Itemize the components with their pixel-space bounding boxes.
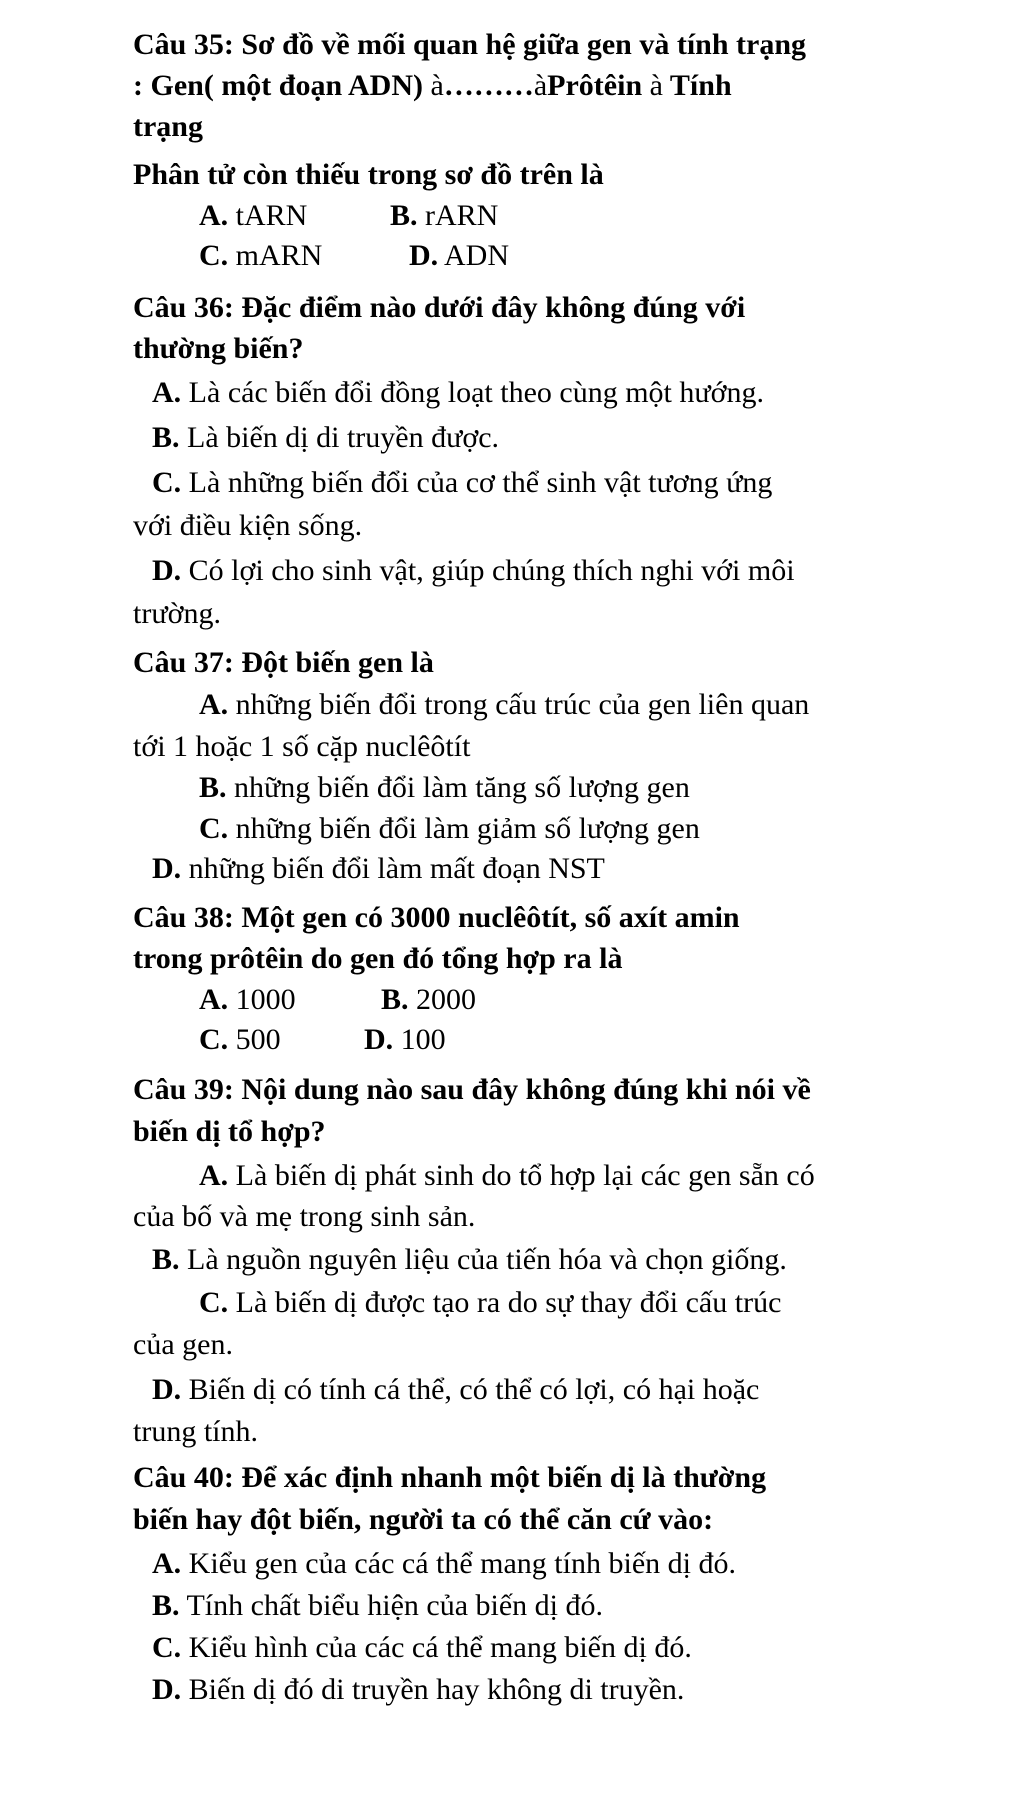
q35-option-d-label: D. bbox=[409, 239, 439, 272]
q40-option-a-label: A. bbox=[152, 1547, 182, 1580]
q35-blank: ……… bbox=[443, 69, 534, 102]
q38-option-b bbox=[381, 982, 476, 1018]
q40-option-a bbox=[152, 1546, 736, 1582]
q35-option-a-text: tARN bbox=[228, 199, 308, 232]
q38-option-b-label: B. bbox=[381, 983, 409, 1016]
q39-option-c-label: C. bbox=[199, 1286, 229, 1319]
q39-option-d-label: D. bbox=[152, 1373, 182, 1406]
q37-option-d-label: D. bbox=[152, 852, 182, 885]
q37-title: Câu 37: Đột biến gen là bbox=[133, 646, 434, 679]
q39-option-c-line2: của gen. bbox=[133, 1328, 233, 1361]
q38-option-a bbox=[199, 982, 296, 1018]
q36-option-b bbox=[152, 420, 499, 456]
q39-option-d-line2: trung tính. bbox=[133, 1415, 258, 1448]
q40-option-d bbox=[152, 1672, 684, 1708]
q39-option-a-line2: của bố và mẹ trong sinh sản. bbox=[133, 1200, 476, 1233]
q39-title-line1: Câu 39: Nội dung nào sau đây không đúng khi nói về bbox=[133, 1073, 811, 1106]
q36-option-a-label: A. bbox=[152, 376, 182, 409]
q38-option-c-text: 500 bbox=[228, 1023, 281, 1056]
q36-option-d-text-1: Có lợi cho sinh vật, giúp chúng thích nghi với môi bbox=[181, 554, 795, 587]
q38-option-d-label: D. bbox=[364, 1023, 394, 1056]
q38-option-c bbox=[199, 1022, 281, 1058]
q35-title-line2-b: Prôtêin bbox=[547, 69, 650, 102]
q36-title-line2: thường biến? bbox=[133, 332, 304, 365]
q37-option-b-label: B. bbox=[199, 771, 227, 804]
q35-title-line2-c: Tính bbox=[662, 69, 732, 102]
q40-option-a-text: Kiểu gen của các cá thể mang tính biến dị đó. bbox=[181, 1547, 736, 1580]
q37-option-a-text-1: những biến đổi trong cấu trúc của gen liên quan bbox=[228, 688, 810, 721]
q40-title-line2: biến hay đột biến, người ta có thể căn cứ vào: bbox=[133, 1503, 714, 1536]
q38-option-d bbox=[364, 1022, 446, 1058]
q35-option-d bbox=[409, 238, 509, 274]
q37-option-c-text: những biến đổi làm giảm số lượng gen bbox=[228, 812, 700, 845]
q39-option-c-line1 bbox=[199, 1285, 781, 1321]
q40-option-c bbox=[152, 1630, 692, 1666]
q37-option-b bbox=[199, 770, 690, 806]
q39-option-a-label: A. bbox=[199, 1159, 229, 1192]
q40-title-line1: Câu 40: Để xác định nhanh một biến dị là thường bbox=[133, 1461, 767, 1494]
q35-option-c-label: C. bbox=[199, 239, 229, 272]
q38-option-d-text: 100 bbox=[393, 1023, 446, 1056]
q35-arrow-2: à bbox=[533, 69, 548, 102]
q38-option-b-text: 2000 bbox=[408, 983, 477, 1016]
q35-title-line2-a: : Gen( một đoạn ADN) bbox=[133, 69, 431, 102]
q39-option-c-text-1: Là biến dị được tạo ra do sự thay đổi cấu trúc bbox=[228, 1286, 782, 1319]
q37-option-a-line1 bbox=[199, 687, 809, 723]
q37-option-a-label: A. bbox=[199, 688, 229, 721]
q36-option-a bbox=[152, 375, 764, 411]
q35-option-c-text: mARN bbox=[228, 239, 323, 272]
q35-option-b bbox=[390, 198, 498, 234]
q38-title-line2: trong prôtêin do gen đó tổng hợp ra là bbox=[133, 942, 623, 975]
q35-option-a-label: A. bbox=[199, 199, 229, 232]
q36-option-c-line2: với điều kiện sống. bbox=[133, 509, 363, 542]
q40-option-c-label: C. bbox=[152, 1631, 182, 1664]
q36-option-b-label: B. bbox=[152, 421, 180, 454]
q39-option-d-text-1: Biến dị có tính cá thể, có thể có lợi, có hại hoặc bbox=[181, 1373, 760, 1406]
q40-option-d-label: D. bbox=[152, 1673, 182, 1706]
q38-option-c-label: C. bbox=[199, 1023, 229, 1056]
q36-title-line1: Câu 36: Đặc điểm nào dưới đây không đúng với bbox=[133, 291, 746, 324]
q35-option-b-label: B. bbox=[390, 199, 418, 232]
q36-option-d-line1 bbox=[152, 553, 795, 589]
q40-option-b-text: Tính chất biểu hiện của biến dị đó. bbox=[179, 1589, 604, 1622]
q39-option-d-line1 bbox=[152, 1372, 759, 1408]
q38-option-a-label: A. bbox=[199, 983, 229, 1016]
q40-option-b bbox=[152, 1588, 603, 1624]
q36-option-a-text: Là các biến đổi đồng loạt theo cùng một hướng. bbox=[181, 376, 764, 409]
q39-option-b bbox=[152, 1242, 787, 1278]
q35-arrow-3: à bbox=[649, 69, 663, 102]
q39-title-line2: biến dị tổ hợp? bbox=[133, 1115, 326, 1148]
q37-option-a-line2: tới 1 hoặc 1 số cặp nuclêôtít bbox=[133, 730, 471, 763]
q39-option-a-line1 bbox=[199, 1158, 815, 1194]
q39-option-a-text-1: Là biến dị phát sinh do tổ hợp lại các gen sẵn có bbox=[228, 1159, 815, 1192]
q35-option-a bbox=[199, 198, 307, 234]
q39-option-b-text: Là nguồn nguyên liệu của tiến hóa và chọn giống. bbox=[179, 1243, 787, 1276]
q38-option-a-text: 1000 bbox=[228, 983, 296, 1016]
q37-option-d-text: những biến đổi làm mất đoạn NST bbox=[181, 852, 605, 885]
q36-option-d-label: D. bbox=[152, 554, 182, 587]
q35-title-line3: trạng bbox=[133, 110, 203, 143]
q35-title-line1: Câu 35: Sơ đồ về mối quan hệ giữa gen và tính trạng bbox=[133, 28, 807, 61]
q35-option-c bbox=[199, 238, 322, 274]
q40-option-b-label: B. bbox=[152, 1589, 180, 1622]
q35-option-d-text: ADN bbox=[438, 239, 510, 272]
q36-option-d-line2: trường. bbox=[133, 597, 221, 630]
q36-option-b-text: Là biến dị di truyền được. bbox=[179, 421, 500, 454]
q36-option-c-label: C. bbox=[152, 466, 182, 499]
q35-title-line2 bbox=[133, 68, 732, 104]
q37-option-b-text: những biến đổi làm tăng số lượng gen bbox=[226, 771, 690, 804]
q37-option-c bbox=[199, 811, 700, 847]
q40-option-c-text: Kiểu hình của các cá thể mang biến dị đó. bbox=[181, 1631, 692, 1664]
q37-option-c-label: C. bbox=[199, 812, 229, 845]
q38-title-line1: Câu 38: Một gen có 3000 nuclêôtít, số axít amin bbox=[133, 901, 740, 934]
q39-option-b-label: B. bbox=[152, 1243, 180, 1276]
q36-option-c-text-1: Là những biến đổi của cơ thể sinh vật tương ứng bbox=[181, 466, 773, 499]
q40-option-d-text: Biến dị đó di truyền hay không di truyền. bbox=[181, 1673, 685, 1706]
q35-prompt: Phân tử còn thiếu trong sơ đồ trên là bbox=[133, 158, 604, 191]
q35-arrow-1: à bbox=[430, 69, 444, 102]
q35-option-b-text: rARN bbox=[417, 199, 499, 232]
q36-option-c-line1 bbox=[152, 465, 772, 501]
q37-option-d bbox=[152, 851, 605, 887]
